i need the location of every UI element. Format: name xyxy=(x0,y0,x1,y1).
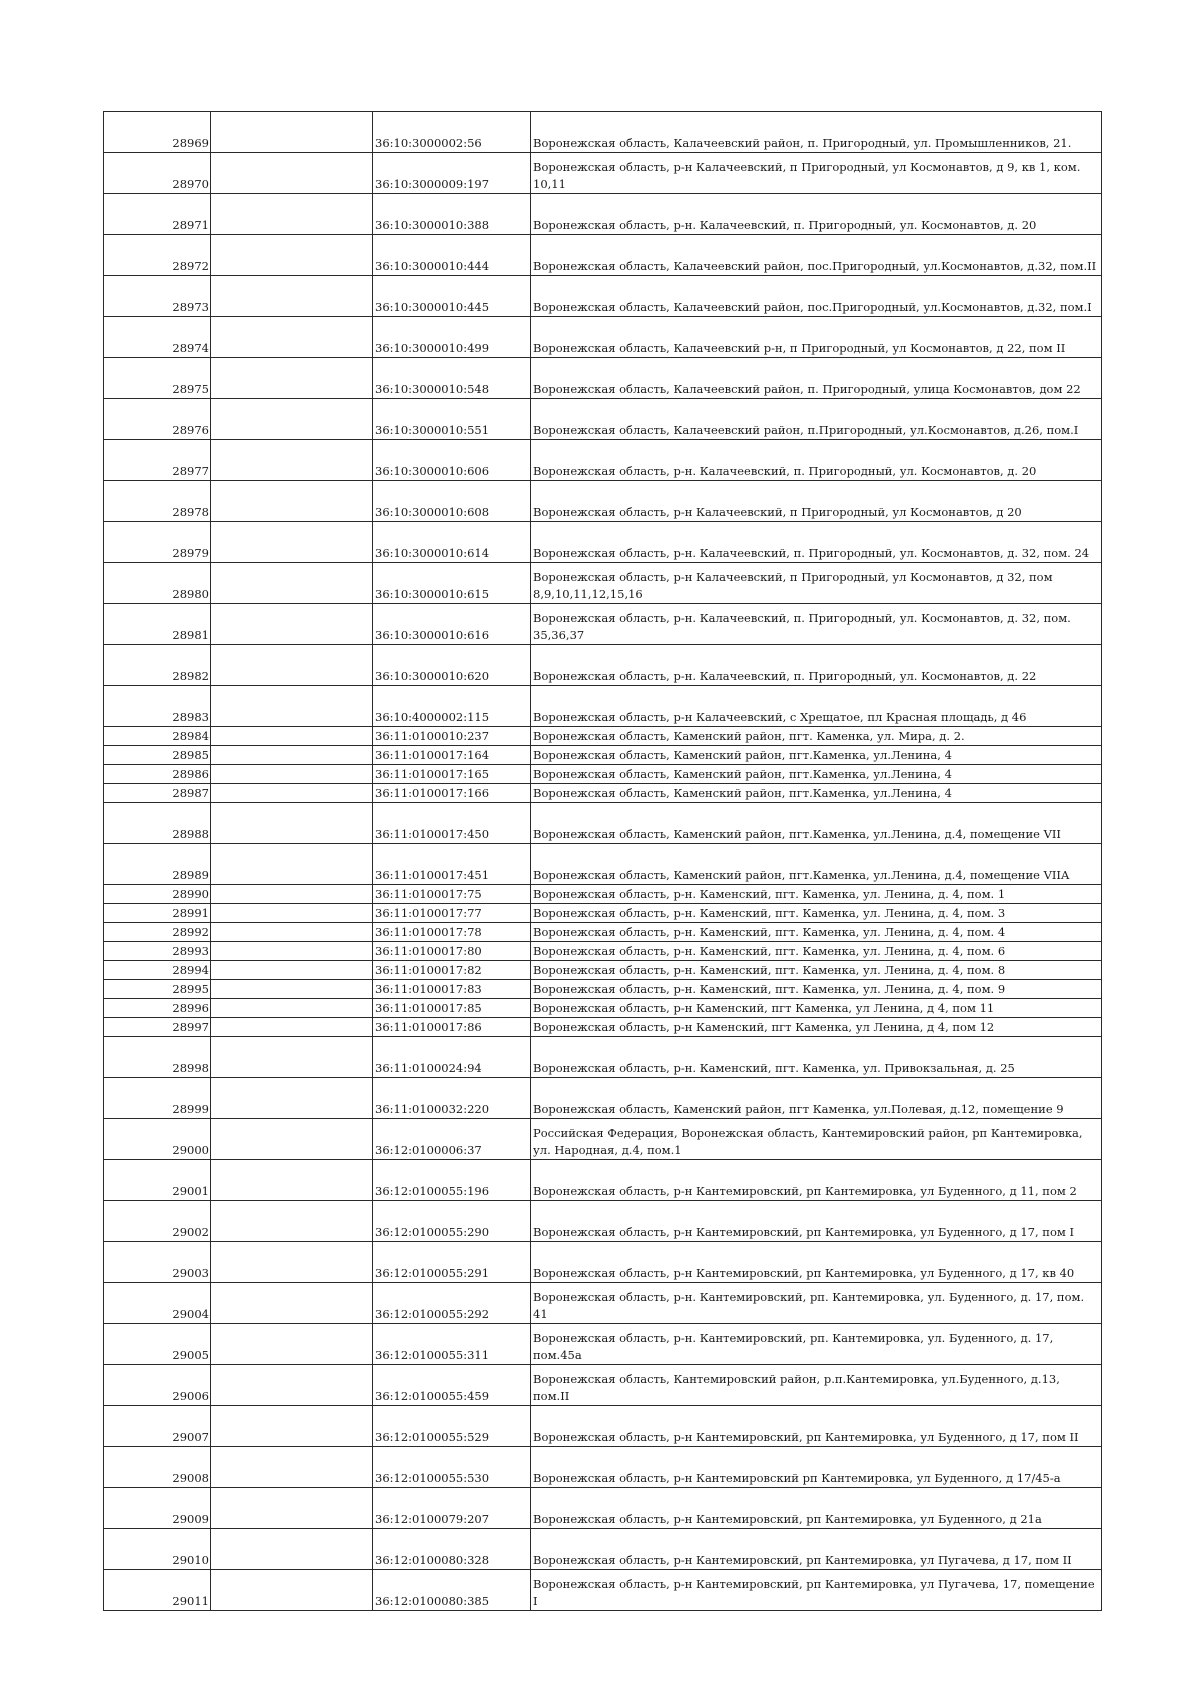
blank-cell xyxy=(211,1406,373,1447)
row-number-cell: 28978 xyxy=(104,481,211,522)
table-row xyxy=(104,276,1102,317)
address-cell: Российская Федерация, Воронежская область, Кантемировский район, рп Кантемировка, ул. Народная, д.4, пом.1 xyxy=(531,1119,1102,1160)
blank-cell xyxy=(211,1201,373,1242)
cadastral-number-cell: 36:12:0100055:459 xyxy=(373,1365,531,1406)
cadastral-number-cell: 36:12:0100006:37 xyxy=(373,1119,531,1160)
address-cell: Воронежская область, р-н Калачеевский, с Хрещатое, пл Красная площадь, д 46 xyxy=(531,686,1102,727)
address-cell: Воронежская область, Калачеевский район, п.Пригородный, ул.Космонавтов, д.26, пом.I xyxy=(531,399,1102,440)
row-number-cell: 29008 xyxy=(104,1447,211,1488)
table-row xyxy=(104,885,1102,904)
blank-cell xyxy=(211,1529,373,1570)
address-cell: Воронежская область, р-н Кантемировский, рп Кантемировка, ул Пугачева, д 17, пом II xyxy=(531,1529,1102,1570)
blank-cell xyxy=(211,999,373,1018)
address-cell: Воронежская область, Калачеевский район, пос.Пригородный, ул.Космонавтов, д.32, пом.II xyxy=(531,235,1102,276)
cadastral-number-cell: 36:12:0100055:311 xyxy=(373,1324,531,1365)
row-number-cell: 28977 xyxy=(104,440,211,481)
blank-cell xyxy=(211,746,373,765)
table-row xyxy=(104,942,1102,961)
table-row xyxy=(104,194,1102,235)
blank-cell xyxy=(211,399,373,440)
table-row xyxy=(104,1324,1102,1365)
table-row xyxy=(104,999,1102,1018)
cadastral-number-cell: 36:11:0100017:85 xyxy=(373,999,531,1018)
row-number-cell: 28973 xyxy=(104,276,211,317)
row-number-cell: 28997 xyxy=(104,1018,211,1037)
blank-cell xyxy=(211,1570,373,1611)
row-number-cell: 29003 xyxy=(104,1242,211,1283)
row-number-cell: 28993 xyxy=(104,942,211,961)
address-cell: Воронежская область, Каменский район, пгт.Каменка, ул.Ленина, 4 xyxy=(531,765,1102,784)
table-row xyxy=(104,765,1102,784)
blank-cell xyxy=(211,1242,373,1283)
row-number-cell: 28969 xyxy=(104,112,211,153)
address-cell: Воронежская область, р-н. Калачеевский, п. Пригородный, ул. Космонавтов, д. 20 xyxy=(531,440,1102,481)
address-cell: Воронежская область, р-н. Кантемировский, рп. Кантемировка, ул. Буденного, д. 17, пом. 41 xyxy=(531,1283,1102,1324)
address-cell: Воронежская область, Каменский район, пгт Каменка, ул.Полевая, д.12, помещение 9 xyxy=(531,1078,1102,1119)
table-row xyxy=(104,844,1102,885)
cadastral-number-cell: 36:11:0100017:82 xyxy=(373,961,531,980)
row-number-cell: 29010 xyxy=(104,1529,211,1570)
row-number-cell: 28992 xyxy=(104,923,211,942)
row-number-cell: 28984 xyxy=(104,727,211,746)
cadastral-number-cell: 36:11:0100017:77 xyxy=(373,904,531,923)
registry-body xyxy=(104,112,1102,1611)
table-row xyxy=(104,563,1102,604)
cadastral-number-cell: 36:11:0100017:450 xyxy=(373,803,531,844)
cadastral-number-cell: 36:10:3000010:620 xyxy=(373,645,531,686)
blank-cell xyxy=(211,1037,373,1078)
cadastral-number-cell: 36:11:0100017:165 xyxy=(373,765,531,784)
cadastral-number-cell: 36:12:0100055:196 xyxy=(373,1160,531,1201)
row-number-cell: 28975 xyxy=(104,358,211,399)
blank-cell xyxy=(211,961,373,980)
address-cell: Воронежская область, р-н Каменский, пгт Каменка, ул Ленина, д 4, пом 12 xyxy=(531,1018,1102,1037)
row-number-cell: 28987 xyxy=(104,784,211,803)
blank-cell xyxy=(211,358,373,399)
address-cell: Воронежская область, р-н Каменский, пгт Каменка, ул Ленина, д 4, пом 11 xyxy=(531,999,1102,1018)
blank-cell xyxy=(211,1447,373,1488)
blank-cell xyxy=(211,1365,373,1406)
cadastral-number-cell: 36:10:3000010:445 xyxy=(373,276,531,317)
table-row xyxy=(104,686,1102,727)
cadastral-number-cell: 36:10:3000010:551 xyxy=(373,399,531,440)
cadastral-number-cell: 36:12:0100055:292 xyxy=(373,1283,531,1324)
cadastral-number-cell: 36:11:0100024:94 xyxy=(373,1037,531,1078)
cadastral-number-cell: 36:12:0100055:530 xyxy=(373,1447,531,1488)
address-cell: Воронежская область, Калачеевский район, п. Пригородный, ул. Промышленников, 21. xyxy=(531,112,1102,153)
blank-cell xyxy=(211,980,373,999)
row-number-cell: 29007 xyxy=(104,1406,211,1447)
address-cell: Воронежская область, р-н. Калачеевский, п. Пригородный, ул. Космонавтов, д. 32, пом. 24 xyxy=(531,522,1102,563)
blank-cell xyxy=(211,942,373,961)
cadastral-number-cell: 36:10:3000010:608 xyxy=(373,481,531,522)
table-row xyxy=(104,1529,1102,1570)
address-cell: Воронежская область, Калачеевский р-н, п Пригородный, ул Космонавтов, д 22, пом II xyxy=(531,317,1102,358)
table-row xyxy=(104,399,1102,440)
address-cell: Воронежская область, р-н Кантемировский, рп Кантемировка, ул Буденного, д 17, кв 40 xyxy=(531,1242,1102,1283)
row-number-cell: 28995 xyxy=(104,980,211,999)
address-cell: Воронежская область, р-н Кантемировский, рп Кантемировка, ул Буденного, д 17, пом I xyxy=(531,1201,1102,1242)
blank-cell xyxy=(211,645,373,686)
blank-cell xyxy=(211,1283,373,1324)
row-number-cell: 28991 xyxy=(104,904,211,923)
row-number-cell: 28971 xyxy=(104,194,211,235)
blank-cell xyxy=(211,1018,373,1037)
blank-cell xyxy=(211,317,373,358)
address-cell: Воронежская область, р-н Калачеевский, п Пригородный, ул Космонавтов, д 32, пом 8,9,10,11,12,15,16 xyxy=(531,563,1102,604)
table-row xyxy=(104,645,1102,686)
blank-cell xyxy=(211,522,373,563)
address-cell: Воронежская область, р-н Калачеевский, п Пригородный, ул Космонавтов, д 20 xyxy=(531,481,1102,522)
table-row xyxy=(104,1078,1102,1119)
address-cell: Воронежская область, р-н. Каменский, пгт. Каменка, ул. Ленина, д. 4, пом. 8 xyxy=(531,961,1102,980)
address-cell: Воронежская область, р-н Кантемировский, рп Кантемировка, ул Буденного, д 11, пом 2 xyxy=(531,1160,1102,1201)
table-row xyxy=(104,1488,1102,1529)
address-cell: Воронежская область, р-н. Калачеевский, п. Пригородный, ул. Космонавтов, д. 20 xyxy=(531,194,1102,235)
table-row xyxy=(104,153,1102,194)
blank-cell xyxy=(211,803,373,844)
cadastral-number-cell: 36:12:0100079:207 xyxy=(373,1488,531,1529)
table-row xyxy=(104,235,1102,276)
table-row xyxy=(104,440,1102,481)
row-number-cell: 29005 xyxy=(104,1324,211,1365)
row-number-cell: 28989 xyxy=(104,844,211,885)
row-number-cell: 28990 xyxy=(104,885,211,904)
blank-cell xyxy=(211,563,373,604)
row-number-cell: 28998 xyxy=(104,1037,211,1078)
table-row xyxy=(104,1406,1102,1447)
blank-cell xyxy=(211,1119,373,1160)
cadastral-number-cell: 36:11:0100017:78 xyxy=(373,923,531,942)
row-number-cell: 28979 xyxy=(104,522,211,563)
address-cell: Воронежская область, р-н. Каменский, пгт. Каменка, ул. Привокзальная, д. 25 xyxy=(531,1037,1102,1078)
row-number-cell: 29001 xyxy=(104,1160,211,1201)
address-cell: Воронежская область, Каменский район, пгт.Каменка, ул.Ленина, д.4, помещение VIIA xyxy=(531,844,1102,885)
cadastral-number-cell: 36:10:3000009:197 xyxy=(373,153,531,194)
table-row xyxy=(104,1242,1102,1283)
row-number-cell: 28983 xyxy=(104,686,211,727)
row-number-cell: 28986 xyxy=(104,765,211,784)
table-row xyxy=(104,1365,1102,1406)
cadastral-number-cell: 36:10:3000010:614 xyxy=(373,522,531,563)
cadastral-number-cell: 36:11:0100017:451 xyxy=(373,844,531,885)
address-cell: Воронежская область, Каменский район, пгт.Каменка, ул.Ленина, 4 xyxy=(531,784,1102,803)
address-cell: Воронежская область, Каменский район, пгт.Каменка, ул.Ленина, д.4, помещение VII xyxy=(531,803,1102,844)
row-number-cell: 28985 xyxy=(104,746,211,765)
row-number-cell: 28981 xyxy=(104,604,211,645)
address-cell: Воронежская область, Каменский район, пгт. Каменка, ул. Мира, д. 2. xyxy=(531,727,1102,746)
address-cell: Воронежская область, р-н. Каменский, пгт. Каменка, ул. Ленина, д. 4, пом. 9 xyxy=(531,980,1102,999)
row-number-cell: 29000 xyxy=(104,1119,211,1160)
table-row xyxy=(104,1283,1102,1324)
row-number-cell: 28996 xyxy=(104,999,211,1018)
table-row xyxy=(104,727,1102,746)
cadastral-number-cell: 36:10:3000010:606 xyxy=(373,440,531,481)
cadastral-number-cell: 36:10:3000010:615 xyxy=(373,563,531,604)
table-row xyxy=(104,961,1102,980)
cadastral-number-cell: 36:10:3000010:499 xyxy=(373,317,531,358)
blank-cell xyxy=(211,1078,373,1119)
cadastral-number-cell: 36:11:0100010:237 xyxy=(373,727,531,746)
address-cell: Воронежская область, р-н Кантемировский, рп Кантемировка, ул Пугачева, 17, помещение I xyxy=(531,1570,1102,1611)
address-cell: Воронежская область, р-н. Каменский, пгт. Каменка, ул. Ленина, д. 4, пом. 1 xyxy=(531,885,1102,904)
blank-cell xyxy=(211,194,373,235)
property-registry-table xyxy=(103,111,1102,1611)
blank-cell xyxy=(211,1324,373,1365)
table-row xyxy=(104,522,1102,563)
row-number-cell: 28982 xyxy=(104,645,211,686)
table-row xyxy=(104,1570,1102,1611)
cadastral-number-cell: 36:11:0100017:166 xyxy=(373,784,531,803)
cadastral-number-cell: 36:10:3000002:56 xyxy=(373,112,531,153)
row-number-cell: 28972 xyxy=(104,235,211,276)
table-row xyxy=(104,1119,1102,1160)
address-cell: Воронежская область, р-н Калачеевский, п Пригородный, ул Космонавтов, д 9, кв 1, ком. 10,11 xyxy=(531,153,1102,194)
cadastral-number-cell: 36:11:0100017:75 xyxy=(373,885,531,904)
cadastral-number-cell: 36:12:0100055:291 xyxy=(373,1242,531,1283)
row-number-cell: 28980 xyxy=(104,563,211,604)
blank-cell xyxy=(211,1488,373,1529)
row-number-cell: 29004 xyxy=(104,1283,211,1324)
table-row xyxy=(104,1447,1102,1488)
row-number-cell: 29006 xyxy=(104,1365,211,1406)
address-cell: Воронежская область, р-н. Каменский, пгт. Каменка, ул. Ленина, д. 4, пом. 3 xyxy=(531,904,1102,923)
cadastral-number-cell: 36:11:0100017:164 xyxy=(373,746,531,765)
row-number-cell: 29011 xyxy=(104,1570,211,1611)
cadastral-number-cell: 36:10:3000010:548 xyxy=(373,358,531,399)
cadastral-number-cell: 36:12:0100080:328 xyxy=(373,1529,531,1570)
table-row xyxy=(104,481,1102,522)
row-number-cell: 28970 xyxy=(104,153,211,194)
cadastral-number-cell: 36:10:3000010:388 xyxy=(373,194,531,235)
row-number-cell: 28974 xyxy=(104,317,211,358)
table-row xyxy=(104,1037,1102,1078)
cadastral-number-cell: 36:12:0100080:385 xyxy=(373,1570,531,1611)
blank-cell xyxy=(211,686,373,727)
cadastral-number-cell: 36:12:0100055:290 xyxy=(373,1201,531,1242)
table-row xyxy=(104,904,1102,923)
cadastral-number-cell: 36:11:0100017:83 xyxy=(373,980,531,999)
blank-cell xyxy=(211,1160,373,1201)
blank-cell xyxy=(211,765,373,784)
table-row xyxy=(104,784,1102,803)
table-row xyxy=(104,1201,1102,1242)
blank-cell xyxy=(211,923,373,942)
cadastral-number-cell: 36:11:0100017:86 xyxy=(373,1018,531,1037)
address-cell: Воронежская область, р-н. Кантемировский, рп. Кантемировка, ул. Буденного, д. 17, пом.45а xyxy=(531,1324,1102,1365)
address-cell: Воронежская область, Каменский район, пгт.Каменка, ул.Ленина, 4 xyxy=(531,746,1102,765)
row-number-cell: 28988 xyxy=(104,803,211,844)
blank-cell xyxy=(211,844,373,885)
table-row xyxy=(104,112,1102,153)
address-cell: Воронежская область, р-н. Каменский, пгт. Каменка, ул. Ленина, д. 4, пом. 4 xyxy=(531,923,1102,942)
table-row xyxy=(104,604,1102,645)
address-cell: Воронежская область, р-н Кантемировский рп Кантемировка, ул Буденного, д 17/45-а xyxy=(531,1447,1102,1488)
cadastral-number-cell: 36:10:3000010:616 xyxy=(373,604,531,645)
cadastral-number-cell: 36:11:0100017:80 xyxy=(373,942,531,961)
address-cell: Воронежская область, Калачеевский район, пос.Пригородный, ул.Космонавтов, д.32, пом.I xyxy=(531,276,1102,317)
row-number-cell: 29002 xyxy=(104,1201,211,1242)
cadastral-number-cell: 36:11:0100032:220 xyxy=(373,1078,531,1119)
table-row xyxy=(104,923,1102,942)
blank-cell xyxy=(211,885,373,904)
blank-cell xyxy=(211,784,373,803)
row-number-cell: 28994 xyxy=(104,961,211,980)
table-row xyxy=(104,980,1102,999)
address-cell: Воронежская область, р-н. Калачеевский, п. Пригородный, ул. Космонавтов, д. 32, пом. 35,36,37 xyxy=(531,604,1102,645)
blank-cell xyxy=(211,235,373,276)
table-row xyxy=(104,803,1102,844)
cadastral-number-cell: 36:10:3000010:444 xyxy=(373,235,531,276)
blank-cell xyxy=(211,153,373,194)
address-cell: Воронежская область, Калачеевский район, п. Пригородный, улица Космонавтов, дом 22 xyxy=(531,358,1102,399)
row-number-cell: 29009 xyxy=(104,1488,211,1529)
address-cell: Воронежская область, Кантемировский район, р.п.Кантемировка, ул.Буденного, д.13, пом.II xyxy=(531,1365,1102,1406)
blank-cell xyxy=(211,276,373,317)
blank-cell xyxy=(211,904,373,923)
address-cell: Воронежская область, р-н Кантемировский, рп Кантемировка, ул Буденного, д 17, пом II xyxy=(531,1406,1102,1447)
blank-cell xyxy=(211,481,373,522)
blank-cell xyxy=(211,604,373,645)
blank-cell xyxy=(211,112,373,153)
row-number-cell: 28999 xyxy=(104,1078,211,1119)
blank-cell xyxy=(211,440,373,481)
cadastral-number-cell: 36:10:4000002:115 xyxy=(373,686,531,727)
table-row xyxy=(104,1018,1102,1037)
table-row xyxy=(104,746,1102,765)
address-cell: Воронежская область, р-н. Каменский, пгт. Каменка, ул. Ленина, д. 4, пом. 6 xyxy=(531,942,1102,961)
address-cell: Воронежская область, р-н. Калачеевский, п. Пригородный, ул. Космонавтов, д. 22 xyxy=(531,645,1102,686)
table-row xyxy=(104,317,1102,358)
table-row xyxy=(104,1160,1102,1201)
address-cell: Воронежская область, р-н Кантемировский, рп Кантемировка, ул Буденного, д 21а xyxy=(531,1488,1102,1529)
row-number-cell: 28976 xyxy=(104,399,211,440)
blank-cell xyxy=(211,727,373,746)
cadastral-number-cell: 36:12:0100055:529 xyxy=(373,1406,531,1447)
table-row xyxy=(104,358,1102,399)
